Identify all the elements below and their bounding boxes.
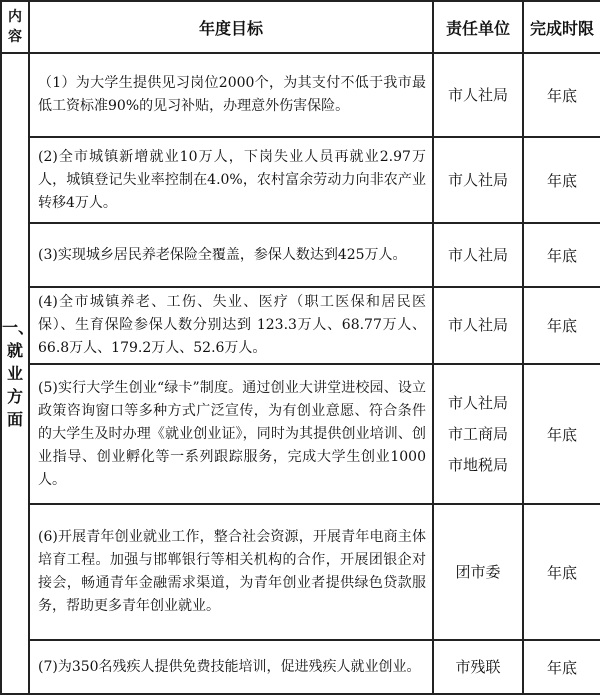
unit-name: 市人社局 xyxy=(447,316,508,334)
table-row xyxy=(1,53,600,137)
unit-name: 市地税局 xyxy=(447,455,508,474)
deadline: 年底 xyxy=(523,364,600,504)
header-content: 内容 xyxy=(1,1,29,53)
header-unit: 责任单位 xyxy=(433,1,523,53)
deadline: 年底 xyxy=(523,640,600,694)
table-row xyxy=(1,364,600,504)
unit-name: 市人社局 xyxy=(447,85,508,104)
header-goal: 年度目标 xyxy=(29,1,433,53)
unit-name: 市残联 xyxy=(455,657,501,676)
table-row xyxy=(1,223,600,287)
goal-text: (4)全市城镇养老、工伤、失业、医疗（职工医保和居民医保）、生育保险参保人数分别达到 123.3万人、68.77万人、66.8万人、179.2万人、52.6万人。 xyxy=(29,287,433,364)
unit-name: 市人社局 xyxy=(447,245,508,264)
goal-text: (7)为350名残疾人提供免费技能培训，促进残疾人就业创业。 xyxy=(29,640,433,694)
unit-name: 市人社局 xyxy=(447,393,508,412)
responsible-unit xyxy=(433,640,523,694)
responsible-unit xyxy=(433,53,523,137)
deadline: 年底 xyxy=(523,137,600,223)
deadline: 年底 xyxy=(523,223,600,287)
header-row xyxy=(1,1,600,53)
responsible-unit xyxy=(433,364,523,504)
responsible-unit xyxy=(433,287,523,364)
deadline: 年底 xyxy=(523,287,600,364)
goal-text: （1）为大学生提供见习岗位2000个，为其支付不低于我市最低工资标准90%的见习补贴，办理意外伤害保险。 xyxy=(29,53,433,137)
goal-text: (2)全市城镇新增就业10万人，下岗失业人员再就业2.97万人，城镇登记失业率控制在4.0%，农村富余劳动力向非农产业转移4万人。 xyxy=(29,137,433,223)
unit-name: 团市委 xyxy=(455,562,501,581)
table-row xyxy=(1,640,600,694)
unit-name: 市人社局 xyxy=(447,170,508,189)
responsible-unit xyxy=(433,137,523,223)
deadline: 年底 xyxy=(523,53,600,137)
table-row xyxy=(1,504,600,640)
goal-text: (6)开展青年创业就业工作，整合社会资源，开展青年电商主体培育工程。加强与邯郸银行等相关机构的合作，开展团银企对接会，畅通青年金融需求渠道，为青年创业者提供绿色贷款服务，帮助更多青年创业就业。 xyxy=(29,504,433,640)
table-body xyxy=(1,53,600,694)
goal-text: (3)实现城乡居民养老保险全覆盖，参保人数达到425万人。 xyxy=(29,223,433,287)
responsible-unit xyxy=(433,504,523,640)
unit-name: 市工商局 xyxy=(447,424,508,443)
responsible-unit xyxy=(433,223,523,287)
table-row xyxy=(1,137,600,223)
goal-text: (5)实行大学生创业“绿卡”制度。通过创业大讲堂进校园、设立政策咨询窗口等多种方式广泛宣传，为有创业意愿、符合条件的大学生及时办理《就业创业证》，同时为其提供创业培训、创业指导、创业孵化等一系列跟踪服务，完成大学生创业1000人。 xyxy=(29,364,433,504)
header-time: 完成时限 xyxy=(523,1,600,53)
section-label: 一、 就 业 方 面 xyxy=(1,53,29,694)
deadline: 年底 xyxy=(523,504,600,640)
table-row xyxy=(1,287,600,364)
